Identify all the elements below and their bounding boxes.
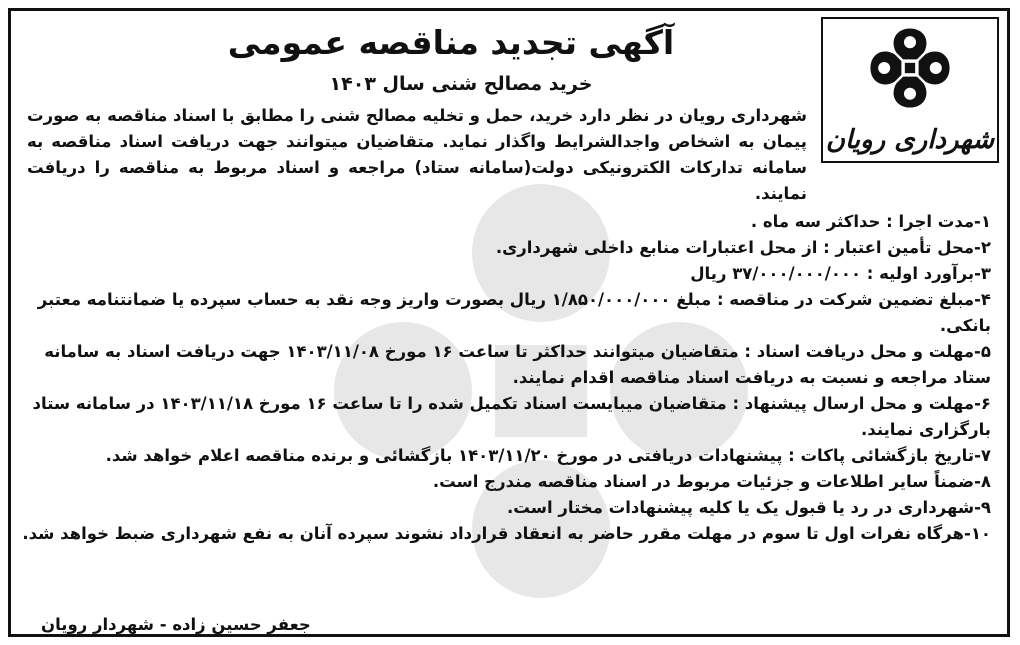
intro-paragraph: شهرداری رویان در نظر دارد خرید، حمل و تخلیه مصالح شنی را مطابق با اسناد مناقصه به صورت پیمان به اشخاص واجدالشرایط واگذار نماید. متقاضیان میتوانند جهت دریافت اسناد مناقصه به سامانه تدارکات الکترونیکی دولت(سامانه ستاد) مراجعه و اسناد مربوط به مناقصه را دریافت نمایند. xyxy=(27,106,807,203)
list-item: ۷-تاریخ بازگشائی پاکات : پیشنهادات دریافتی در مورخ ۱۴۰۳/۱۱/۲۰ بازگشائی و برنده مناقصه اعلام خواهد شد. xyxy=(105,446,991,465)
logo-text: شهرداری رویان xyxy=(825,125,995,155)
list-item: ۹-شهرداری در رد یا قبول یک یا کلیه پیشنهادات مختار است. xyxy=(507,498,991,517)
notice-subtitle: خرید مصالح شنی سال ۱۴۰۳ xyxy=(329,73,593,95)
list-item: ۲-محل تأمین اعتبار : از محل اعتبارات منابع داخلی شهرداری. xyxy=(495,238,991,257)
list-item: ۱-مدت اجرا : حداکثر سه ماه . xyxy=(750,212,991,231)
list-item: ۴-مبلغ تضمین شرکت در مناقصه : مبلغ ۱/۸۵۰/۰۰۰/۰۰۰ ریال بصورت واریز وجه نقد به حساب سپرده یا ضمانتنامه معتبر بانکی. xyxy=(37,290,991,335)
list-item: ۶-مهلت و محل ارسال پیشنهاد : متقاضیان میبایست اسناد تکمیل شده را تا ساعت ۱۶ مورخ ۱۴۰۳/۱۱/۱۸ در سامانه ستاد بارگزاری نمایند. xyxy=(32,394,991,439)
list-item: ۵-مهلت و محل دریافت اسناد : متقاضیان میتوانند حداکثر تا ساعت ۱۶ مورخ ۱۴۰۳/۱۱/۰۸ جهت دریافت اسناد به سامانه ستاد مراجعه و نسبت به دریافت اسناد مناقصه اقدام نمایند. xyxy=(44,342,991,387)
terms-list xyxy=(21,209,991,547)
list-item: ۸-ضمناً سایر اطلاعات و جزئیات مربوط در اسناد مناقصه مندرج است. xyxy=(432,472,991,491)
municipality-flower-emblem-icon xyxy=(867,25,953,111)
municipality-logo xyxy=(821,17,999,163)
signature xyxy=(41,615,441,634)
list-item: ۳-برآورد اولیه : ۳۷/۰۰۰/۰۰۰/۰۰۰ ریال xyxy=(690,264,991,283)
list-item: ۱۰-هرگاه نفرات اول تا سوم در مهلت مقرر حاضر به انعقاد قرارداد نشوند سپرده آنان به نفع شهرداری ضبط خواهد شد. xyxy=(22,524,991,543)
notice-title: آگهی تجدید مناقصه عمومی xyxy=(227,23,675,62)
signature-text: جعفر حسین زاده - شهردار رویان xyxy=(41,615,311,634)
notice-frame xyxy=(8,8,1010,637)
